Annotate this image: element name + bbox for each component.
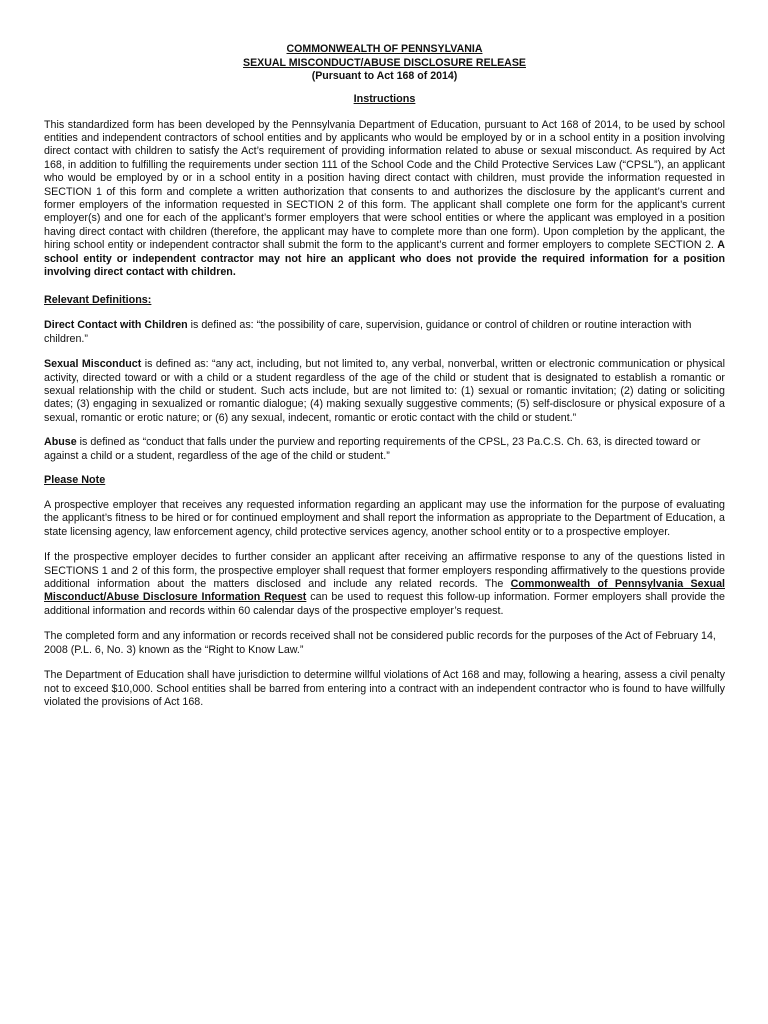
definition-term: Sexual Misconduct bbox=[44, 358, 142, 371]
header-act-reference: (Pursuant to Act 168 of 2014) bbox=[311, 70, 458, 82]
information-request-link[interactable]: Commonwealth of Pennsylvania Sexual Misconduct/Abuse Disclosure Information Request bbox=[44, 578, 725, 604]
note-paragraph-2 bbox=[44, 551, 725, 618]
note-p2-text-after: can be used to request this follow-up information. Former employers shall provide the additional information and records within 60 calendar days of the prospective employer’s request. bbox=[44, 591, 725, 617]
definition-text: is defined as “conduct that falls under the purview and reporting requirements of the CPSL, 23 Pa.C.S. Ch. 63, is directed toward or against a child or a student, regardless of the age of the child or student.” bbox=[44, 436, 701, 462]
header-commonwealth: COMMONWEALTH OF PENNSYLVANIA bbox=[286, 43, 483, 55]
instructions-bold-statement: A school entity or independent contractor may not hire an applicant who does not provide the required information for a position involving direct contact with children. bbox=[44, 239, 725, 278]
please-note-heading: Please Note bbox=[44, 474, 106, 487]
document-header bbox=[44, 43, 725, 84]
note-p2-text: If the prospective employer decides to further consider an applicant after receiving an affirmative response to any of the questions listed in SECTIONS 1 and 2 of this form, the prospective employer shall request that former employers responding affirmatively to the questions provide additional information about the matters disclosed and include any related records. The bbox=[44, 551, 725, 591]
definition-text: is defined as: “the possibility of care, supervision, guidance or control of children or routine interaction with children.” bbox=[44, 319, 692, 345]
note-paragraph-4: The Department of Education shall have jurisdiction to determine willful violations of Act 168 and may, following a hearing, assess a civil penalty not to exceed $10,000. School entities shall be barred from entering into a contract with an independent contractor who is found to have willfully violated the provisions of Act 168. bbox=[44, 669, 725, 708]
instructions-body: This standardized form has been developed by the Pennsylvania Department of Education, pursuant to Act 168 of 2014, to be used by school entities and independent contractors of school entities and by applicants who would be employed by or in a school entity in a position involving direct contact with children to satisfy the Act’s requirement of providing information related to abuse or sexual misconduct. As required by Act 168, in addition to fulfilling the requirements under section 111 of the School Code and the Child Protective Services Law (“CPSL”), an applicant who would be employed by or in a school entity in a position having direct contact with children, must provide the information requested in SECTION 1 of this form and complete a written authorization that consents to and authorizes the disclosure by the applicant’s current and former employers of the information requested in SECTION 2 of this form. The applicant shall complete one form for the applicant’s current employer(s) and one for each of the applicant’s former employers that were school entities or where the applicant was employed in a position having direct contact with children (therefore, the applicant may have to complete more than one form). Upon completion by the applicant, the hiring school entity or independent contractor shall submit the form to the applicant’s current and former employers to complete SECTION 2. bbox=[44, 118, 725, 252]
note-paragraph-1: A prospective employer that receives any requested information regarding an applicant may use the information for the purpose of evaluating the applicant’s fitness to be hired or for continued employment and shall report the information as appropriate to the Department of Education, a state licensing agency, law enforcement agency, child protective services agency, another school entity or to a prospective employer. bbox=[44, 499, 725, 538]
definitions-heading: Relevant Definitions: bbox=[44, 294, 152, 307]
definition-text: is defined as: “any act, including, but not limited to, any verbal, nonverbal, written or electronic communication or physical activity, directed toward or with a child or a student regardless of the age of the child or student that is designated to establish a romantic or sexual relationship with the child or student. Such acts include, but are not limited to: (1) sexual or romantic invitation; (2) dating or soliciting dates; (3) engaging in sexualized or romantic dialogue; (4) making sexually suggestive comments; (5) self-disclosure or physical exposure of a sexual, romantic or erotic nature; or (6) any sexual, indecent, romantic or erotic contact with the child or student.” bbox=[44, 358, 725, 424]
header-form-title: SEXUAL MISCONDUCT/ABUSE DISCLOSURE RELEASE bbox=[243, 56, 526, 69]
instructions-title: Instructions bbox=[353, 92, 416, 105]
note-paragraph-3: The completed form and any information or records received shall not be considered public records for the purposes of the Act of February 14, 2008 (P.L. 6, No. 3) known as the “Right to Know Law.” bbox=[44, 630, 716, 656]
definition-term: Abuse bbox=[44, 436, 77, 449]
definition-sexual-misconduct bbox=[44, 358, 725, 425]
definition-abuse bbox=[44, 436, 725, 463]
instructions-paragraph bbox=[44, 119, 725, 280]
definition-term: Direct Contact with Children bbox=[44, 319, 188, 332]
definition-direct-contact bbox=[44, 319, 725, 346]
